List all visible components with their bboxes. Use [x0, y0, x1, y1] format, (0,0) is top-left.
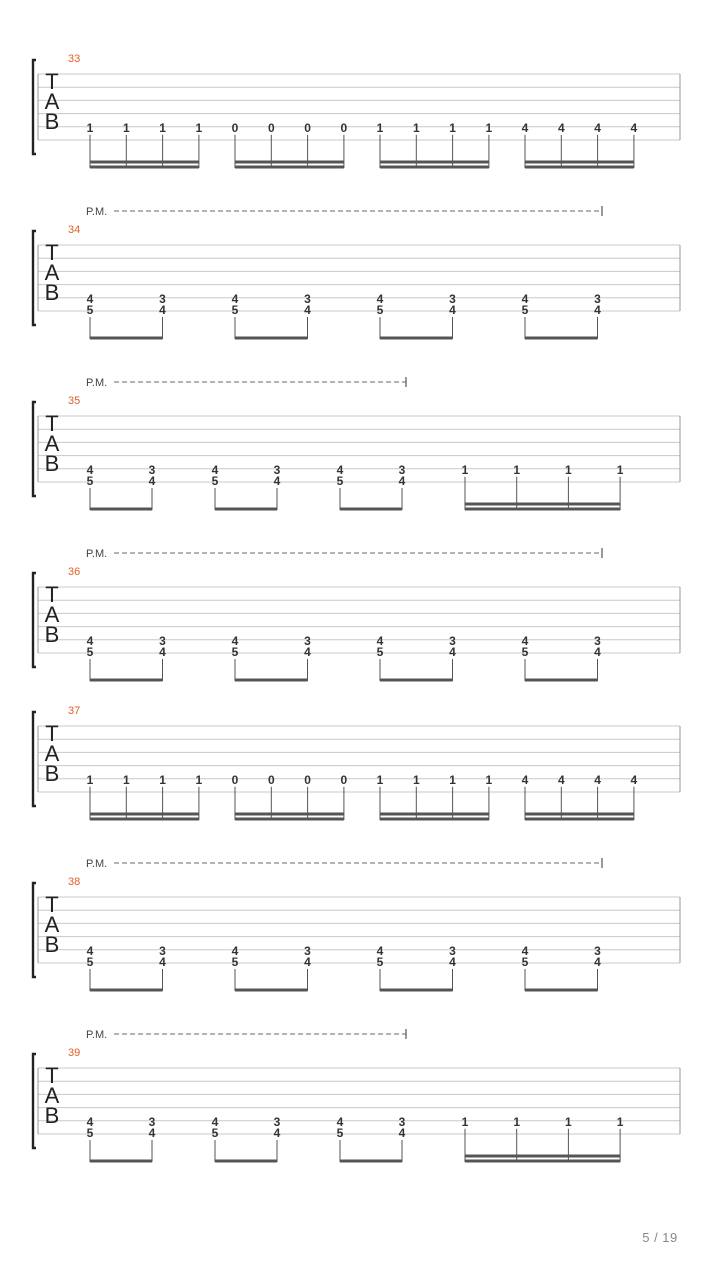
- fret-number: 1: [485, 120, 493, 135]
- fret-number: 0: [304, 120, 311, 135]
- note-beam: [525, 337, 598, 340]
- note-beam: [525, 166, 634, 169]
- note-beam: [380, 337, 453, 340]
- tab-clef-letter: T: [45, 582, 59, 607]
- note-beam: [215, 508, 277, 511]
- note-beam: [380, 166, 489, 169]
- fret-number: 1: [195, 772, 203, 787]
- fret-number: 4: [557, 120, 565, 135]
- fret-number: 4: [376, 943, 384, 958]
- fret-number: 3: [449, 633, 456, 648]
- fret-number: 4: [398, 1126, 406, 1140]
- tab-clef-letter: B: [44, 451, 60, 476]
- fret-number: 1: [86, 120, 94, 135]
- fret-number: 1: [461, 1114, 469, 1129]
- note-beam-secondary: [525, 161, 634, 164]
- note-beam: [525, 818, 634, 821]
- note-beam: [90, 679, 163, 682]
- tab-clef-letter: B: [44, 1103, 60, 1128]
- tab-clef-letter: B: [44, 622, 60, 647]
- fret-number: 4: [231, 633, 239, 648]
- note-beam: [380, 679, 453, 682]
- note-beam: [235, 818, 344, 821]
- tab-clef-letter: T: [45, 721, 59, 746]
- note-beam: [235, 166, 344, 169]
- fret-number: 4: [449, 955, 456, 969]
- system-bracket: [33, 573, 36, 667]
- note-beam: [235, 679, 308, 682]
- tab-clef-letter: T: [45, 1063, 59, 1088]
- fret-number: 1: [376, 772, 384, 787]
- note-beam-secondary: [235, 813, 344, 816]
- fret-number: 5: [231, 645, 239, 659]
- fret-number: 1: [122, 120, 130, 135]
- fret-number: 4: [304, 303, 311, 317]
- note-beam: [525, 679, 598, 682]
- palm-mute-label: P.M.: [86, 548, 108, 560]
- fret-number: 4: [86, 291, 94, 306]
- page-number: 5 / 19: [642, 1230, 678, 1245]
- note-beam-secondary: [525, 813, 634, 816]
- palm-mute-label: P.M.: [86, 1029, 108, 1041]
- note-beam: [235, 989, 308, 992]
- fret-number: 5: [376, 645, 384, 659]
- system-bracket: [33, 402, 36, 496]
- tab-clef-letter: A: [44, 431, 60, 456]
- fret-number: 1: [485, 772, 493, 787]
- palm-mute-label: P.M.: [86, 858, 108, 870]
- fret-number: 4: [521, 772, 529, 787]
- fret-number: 1: [412, 772, 420, 787]
- tab-clef-letter: T: [45, 69, 59, 94]
- fret-number: 5: [521, 955, 529, 969]
- note-beam: [340, 1160, 402, 1163]
- fret-number: 1: [376, 120, 384, 135]
- fret-number: 1: [565, 462, 572, 477]
- tab-clef-letter: B: [44, 761, 60, 786]
- fret-number: 4: [273, 1126, 281, 1140]
- fret-number: 3: [148, 1114, 156, 1129]
- fret-number: 5: [231, 303, 239, 317]
- fret-number: 3: [398, 462, 406, 477]
- fret-number: 4: [231, 291, 239, 306]
- measure-number: 36: [68, 566, 81, 578]
- tab-clef-letter: B: [44, 280, 60, 305]
- fret-number: 3: [273, 1114, 281, 1129]
- fret-number: 0: [340, 120, 348, 135]
- fret-number: 4: [376, 633, 384, 648]
- note-beam: [90, 508, 152, 511]
- palm-mute-label: P.M.: [86, 206, 108, 218]
- fret-number: 5: [86, 955, 94, 969]
- note-beam: [525, 989, 598, 992]
- fret-number: 1: [616, 1114, 624, 1129]
- palm-mute-label: P.M.: [86, 377, 108, 389]
- fret-number: 4: [211, 1114, 219, 1129]
- tab-clef-letter: A: [44, 1083, 60, 1108]
- note-beam: [340, 508, 402, 511]
- fret-number: 1: [616, 462, 624, 477]
- system-bracket: [33, 712, 36, 806]
- fret-number: 1: [86, 772, 94, 787]
- fret-number: 1: [565, 1114, 572, 1129]
- fret-number: 4: [521, 943, 529, 958]
- fret-number: 0: [267, 120, 275, 135]
- fret-number: 1: [513, 1114, 521, 1129]
- fret-number: 5: [521, 645, 529, 659]
- note-beam: [465, 1160, 620, 1163]
- note-beam-secondary: [380, 813, 489, 816]
- note-beam: [90, 989, 163, 992]
- fret-number: 4: [304, 645, 311, 659]
- fret-number: 4: [630, 120, 638, 135]
- fret-number: 1: [449, 120, 456, 135]
- fret-number: 3: [594, 291, 601, 306]
- measure-number: 39: [68, 1047, 81, 1059]
- fret-number: 3: [304, 943, 311, 958]
- fret-number: 5: [86, 303, 94, 317]
- tab-clef-letter: A: [44, 912, 60, 937]
- fret-number: 5: [336, 474, 344, 488]
- tab-clef-letter: A: [44, 260, 60, 285]
- fret-number: 5: [231, 955, 239, 969]
- fret-number: 0: [304, 772, 311, 787]
- tab-clef-letter: A: [44, 602, 60, 627]
- fret-number: 0: [231, 120, 239, 135]
- fret-number: 4: [594, 772, 601, 787]
- note-beam: [465, 508, 620, 511]
- fret-number: 4: [148, 474, 156, 488]
- fret-number: 0: [231, 772, 239, 787]
- measure-number: 37: [68, 705, 81, 717]
- fret-number: 5: [211, 474, 219, 488]
- fret-number: 4: [594, 303, 601, 317]
- fret-number: 4: [159, 645, 166, 659]
- tab-clef-letter: A: [44, 89, 60, 114]
- fret-number: 5: [86, 474, 94, 488]
- fret-number: 5: [336, 1126, 344, 1140]
- fret-number: 4: [231, 943, 239, 958]
- fret-number: 4: [86, 462, 94, 477]
- fret-number: 3: [159, 633, 166, 648]
- note-beam: [380, 989, 453, 992]
- fret-number: 4: [86, 943, 94, 958]
- fret-number: 3: [159, 291, 166, 306]
- fret-number: 4: [336, 462, 344, 477]
- fret-number: 5: [376, 955, 384, 969]
- fret-number: 3: [159, 943, 166, 958]
- system-bracket: [33, 60, 36, 154]
- fret-number: 0: [340, 772, 348, 787]
- fret-number: 4: [521, 291, 529, 306]
- fret-number: 4: [557, 772, 565, 787]
- fret-number: 5: [86, 1126, 94, 1140]
- fret-number: 3: [398, 1114, 406, 1129]
- measure-number: 38: [68, 876, 81, 888]
- fret-number: 4: [398, 474, 406, 488]
- fret-number: 3: [594, 943, 601, 958]
- fret-number: 5: [211, 1126, 219, 1140]
- fret-number: 1: [449, 772, 456, 787]
- fret-number: 3: [594, 633, 601, 648]
- note-beam: [380, 818, 489, 821]
- fret-number: 4: [376, 291, 384, 306]
- fret-number: 4: [521, 120, 529, 135]
- fret-number: 5: [521, 303, 529, 317]
- note-beam: [90, 166, 199, 169]
- note-beam-secondary: [380, 161, 489, 164]
- fret-number: 5: [376, 303, 384, 317]
- tab-clef-letter: T: [45, 411, 59, 436]
- fret-number: 3: [273, 462, 281, 477]
- fret-number: 1: [461, 462, 469, 477]
- fret-number: 1: [513, 462, 521, 477]
- note-beam-secondary: [235, 161, 344, 164]
- tab-clef-letter: T: [45, 892, 59, 917]
- fret-number: 1: [159, 120, 166, 135]
- measure-number: 33: [68, 53, 81, 65]
- fret-number: 4: [336, 1114, 344, 1129]
- measure-number: 34: [68, 224, 81, 236]
- fret-number: 1: [412, 120, 420, 135]
- note-beam: [90, 337, 163, 340]
- fret-number: 3: [449, 291, 456, 306]
- measure-number: 35: [68, 395, 81, 407]
- fret-number: 3: [304, 633, 311, 648]
- system-bracket: [33, 883, 36, 977]
- fret-number: 4: [211, 462, 219, 477]
- fret-number: 1: [195, 120, 203, 135]
- note-beam-secondary: [90, 813, 199, 816]
- fret-number: 0: [267, 772, 275, 787]
- tab-clef-letter: A: [44, 741, 60, 766]
- fret-number: 3: [148, 462, 156, 477]
- fret-number: 3: [304, 291, 311, 306]
- tab-clef-letter: B: [44, 109, 60, 134]
- fret-number: 4: [159, 303, 166, 317]
- system-bracket: [33, 231, 36, 325]
- fret-number: 4: [273, 474, 281, 488]
- fret-number: 4: [159, 955, 166, 969]
- fret-number: 5: [86, 645, 94, 659]
- fret-number: 4: [86, 1114, 94, 1129]
- fret-number: 4: [304, 955, 311, 969]
- note-beam: [90, 818, 199, 821]
- fret-number: 4: [594, 955, 601, 969]
- note-beam: [235, 337, 308, 340]
- note-beam: [90, 1160, 152, 1163]
- fret-number: 4: [449, 303, 456, 317]
- fret-number: 4: [594, 120, 601, 135]
- fret-number: 3: [449, 943, 456, 958]
- system-bracket: [33, 1054, 36, 1148]
- note-beam-secondary: [465, 1155, 620, 1158]
- tab-clef-letter: T: [45, 240, 59, 265]
- fret-number: 1: [159, 772, 166, 787]
- fret-number: 4: [449, 645, 456, 659]
- fret-number: 4: [86, 633, 94, 648]
- fret-number: 4: [148, 1126, 156, 1140]
- fret-number: 4: [521, 633, 529, 648]
- note-beam-secondary: [90, 161, 199, 164]
- tab-clef-letter: B: [44, 932, 60, 957]
- fret-number: 1: [122, 772, 130, 787]
- fret-number: 4: [630, 772, 638, 787]
- fret-number: 4: [594, 645, 601, 659]
- note-beam: [215, 1160, 277, 1163]
- note-beam-secondary: [465, 503, 620, 506]
